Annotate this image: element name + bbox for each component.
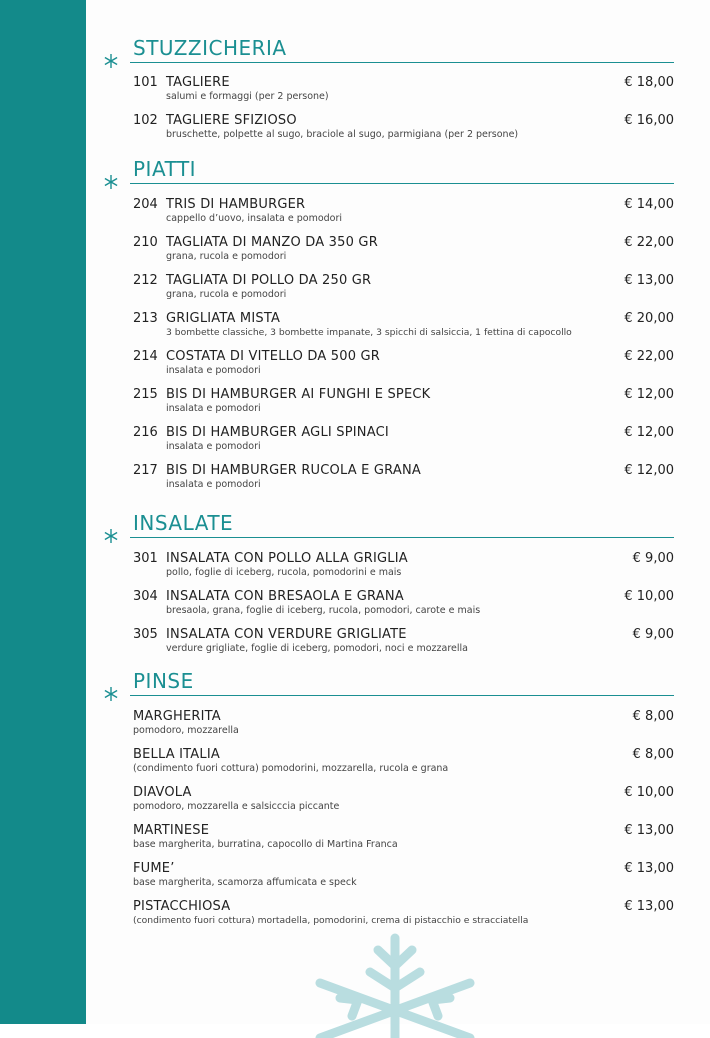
- item-name: BIS DI HAMBURGER AGLI SPINACI: [166, 425, 389, 440]
- item-name: INSALATA CON VERDURE GRIGLIATE: [166, 627, 407, 642]
- menu-item: [0, 589, 710, 623]
- item-price: € 9,00: [632, 551, 674, 566]
- large-snowflake-icon: [300, 928, 490, 1038]
- item-name: TAGLIATA DI MANZO DA 350 GR: [166, 235, 378, 250]
- menu-item: [0, 463, 710, 497]
- item-price: € 22,00: [624, 235, 674, 250]
- item-name: TAGLIERE SFIZIOSO: [166, 113, 297, 128]
- menu-item: [0, 627, 710, 661]
- item-price: € 13,00: [624, 861, 674, 876]
- item-code: 216: [133, 425, 158, 440]
- item-price: € 13,00: [624, 273, 674, 288]
- menu-item: [0, 75, 710, 109]
- item-code: 102: [133, 113, 158, 128]
- item-description: insalata e pomodori: [166, 365, 261, 376]
- item-code: 214: [133, 349, 158, 364]
- item-description: grana, rucola e pomodori: [166, 289, 287, 300]
- snowflake-icon: [103, 53, 119, 69]
- item-description: base margherita, burratina, capocollo di Martina Franca: [133, 839, 398, 850]
- item-code: 213: [133, 311, 158, 326]
- item-name: TAGLIATA DI POLLO DA 250 GR: [166, 273, 372, 288]
- snowflake-icon: [103, 174, 119, 190]
- item-code: 304: [133, 589, 158, 604]
- item-code: 215: [133, 387, 158, 402]
- item-description: (condimento fuori cottura) pomodorini, mozzarella, rucola e grana: [133, 763, 449, 774]
- item-description: insalata e pomodori: [166, 441, 261, 452]
- item-name: MARTINESE: [133, 823, 210, 838]
- item-price: € 20,00: [624, 311, 674, 326]
- item-name: FUME’: [133, 861, 175, 876]
- item-name: BELLA ITALIA: [133, 747, 220, 762]
- item-description: cappello d’uovo, insalata e pomodori: [166, 213, 343, 224]
- item-price: € 18,00: [624, 75, 674, 90]
- section-title: STUZZICHERIA: [133, 36, 287, 60]
- menu-item: [0, 113, 710, 147]
- item-price: € 13,00: [624, 899, 674, 914]
- item-description: verdure grigliate, foglie di iceberg, pomodori, noci e mozzarella: [166, 643, 468, 654]
- section-insalate: [0, 510, 710, 540]
- item-price: € 12,00: [624, 387, 674, 402]
- section-divider: [130, 183, 674, 184]
- item-description: bresaola, grana, foglie di iceberg, rucola, pomodori, carote e mais: [166, 605, 481, 616]
- menu-item: [0, 311, 710, 345]
- item-description: pomodoro, mozzarella: [133, 725, 239, 736]
- item-code: 305: [133, 627, 158, 642]
- item-name: BIS DI HAMBURGER RUCOLA E GRANA: [166, 463, 421, 478]
- item-description: grana, rucola e pomodori: [166, 251, 287, 262]
- item-name: PISTACCHIOSA: [133, 899, 231, 914]
- menu-item: [0, 747, 710, 781]
- item-price: € 10,00: [624, 785, 674, 800]
- item-price: € 14,00: [624, 197, 674, 212]
- item-price: € 12,00: [624, 425, 674, 440]
- item-description: 3 bombette classiche, 3 bombette impanate, 3 spicchi di salsiccia, 1 fettina di capocollo: [166, 327, 572, 338]
- item-description: bruschette, polpette al sugo, braciole al sugo, parmigiana (per 2 persone): [166, 129, 519, 140]
- section-title: PIATTI: [133, 157, 197, 181]
- item-name: INSALATA CON POLLO ALLA GRIGLIA: [166, 551, 408, 566]
- menu-item: [0, 861, 710, 895]
- item-code: 204: [133, 197, 158, 212]
- menu-item: [0, 823, 710, 857]
- item-name: TAGLIERE: [166, 75, 230, 90]
- item-description: pollo, foglie di iceberg, rucola, pomodorini e mais: [166, 567, 402, 578]
- section-title: INSALATE: [133, 511, 234, 535]
- item-code: 101: [133, 75, 158, 90]
- item-name: COSTATA DI VITELLO DA 500 GR: [166, 349, 381, 364]
- item-name: DIAVOLA: [133, 785, 192, 800]
- menu-item: [0, 197, 710, 231]
- item-price: € 8,00: [632, 747, 674, 762]
- snowflake-icon: [103, 528, 119, 544]
- item-price: € 22,00: [624, 349, 674, 364]
- menu-item: [0, 273, 710, 307]
- item-name: BIS DI HAMBURGER AI FUNGHI E SPECK: [166, 387, 431, 402]
- menu-item: [0, 235, 710, 269]
- item-code: 301: [133, 551, 158, 566]
- section-piatti: [0, 156, 710, 186]
- item-description: insalata e pomodori: [166, 479, 261, 490]
- item-price: € 8,00: [632, 709, 674, 724]
- item-name: INSALATA CON BRESAOLA E GRANA: [166, 589, 404, 604]
- menu-item: [0, 387, 710, 421]
- item-description: salumi e formaggi (per 2 persone): [166, 91, 329, 102]
- section-divider: [130, 62, 674, 63]
- item-code: 212: [133, 273, 158, 288]
- item-price: € 16,00: [624, 113, 674, 128]
- menu-item: [0, 709, 710, 743]
- section-stuzzicheria: [0, 35, 710, 65]
- item-price: € 12,00: [624, 463, 674, 478]
- menu-item: [0, 785, 710, 819]
- section-pinse: [0, 668, 710, 698]
- section-title: PINSE: [133, 669, 194, 693]
- menu-item: [0, 425, 710, 459]
- snowflake-icon: [103, 686, 119, 702]
- item-code: 217: [133, 463, 158, 478]
- item-price: € 10,00: [624, 589, 674, 604]
- item-description: pomodoro, mozzarella e salsicccia piccante: [133, 801, 340, 812]
- section-divider: [130, 537, 674, 538]
- item-price: € 9,00: [632, 627, 674, 642]
- item-code: 210: [133, 235, 158, 250]
- item-price: € 13,00: [624, 823, 674, 838]
- section-divider: [130, 695, 674, 696]
- menu-item: [0, 349, 710, 383]
- item-name: MARGHERITA: [133, 709, 221, 724]
- item-name: TRIS DI HAMBURGER: [166, 197, 306, 212]
- menu-item: [0, 551, 710, 585]
- item-name: GRIGLIATA MISTA: [166, 311, 281, 326]
- item-description: base margherita, scamorza affumicata e speck: [133, 877, 357, 888]
- item-description: insalata e pomodori: [166, 403, 261, 414]
- item-description: (condimento fuori cottura) mortadella, pomodorini, crema di pistacchio e stracciatella: [133, 915, 529, 926]
